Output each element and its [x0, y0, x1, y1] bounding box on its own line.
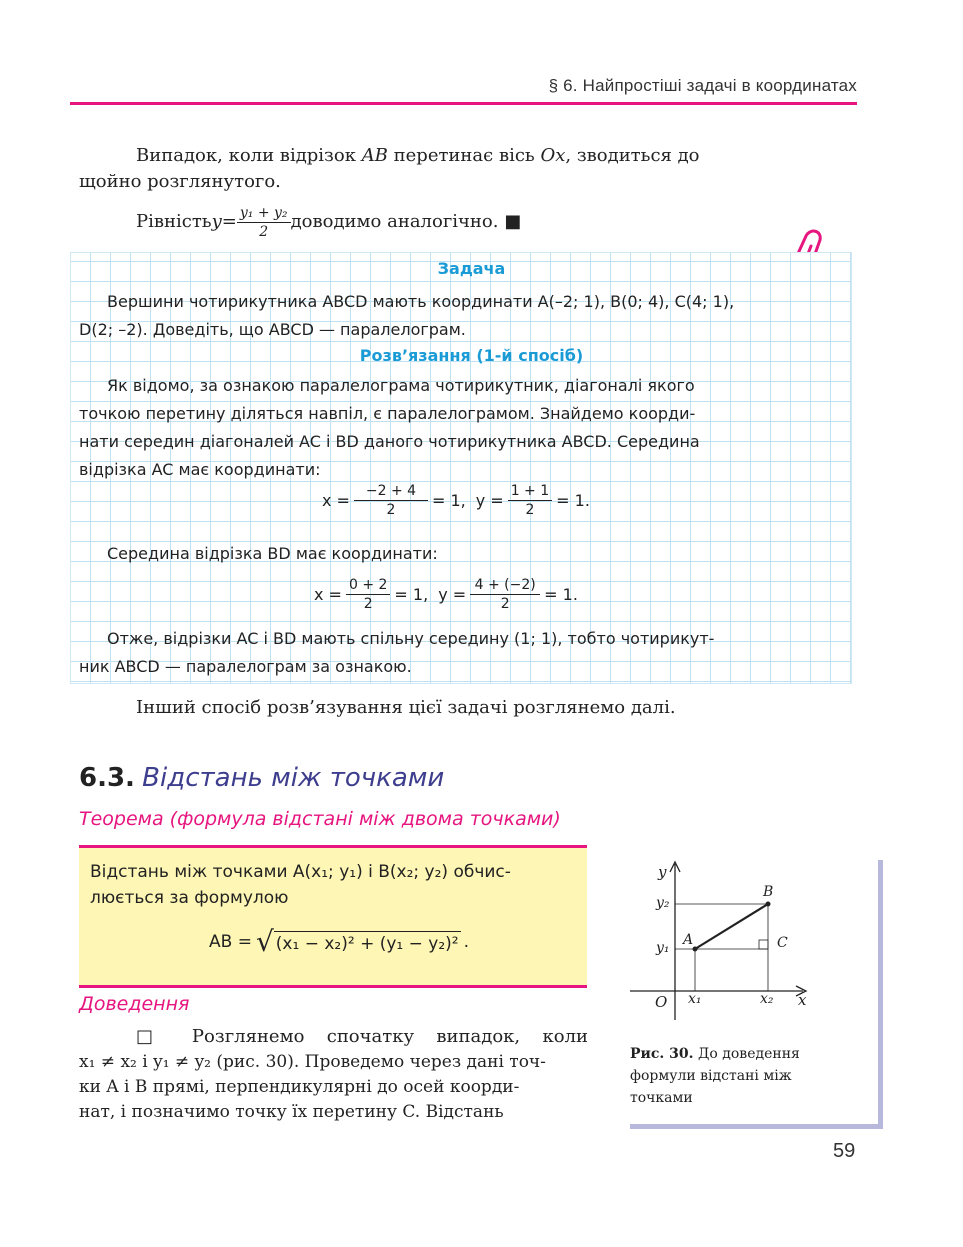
solution-title: Розв’язання (1-й спосіб) [359, 346, 584, 365]
proof-title: Доведення [79, 993, 190, 1015]
label-y1: y₁ [656, 940, 670, 956]
other-method-note: Інший спосіб розв’язування цієї задачі розглянемо далі. [136, 697, 676, 718]
point-a [693, 947, 698, 952]
intro-paragraph-1-cont: щойно розглянутого. [79, 171, 281, 192]
label-o: O [655, 993, 668, 1011]
label-a: A [683, 932, 694, 948]
fraction: $\frac{0 + 2}{2}$ [346, 576, 390, 613]
problem-line: Вершини чотирикутника ABCD мають координати A(–2; 1), B(0; 4), C(4; 1), [107, 292, 735, 311]
label-y: y [658, 863, 667, 881]
theorem-box [79, 845, 587, 988]
fraction: $\frac{\text{y₁ + y₂}}{2}$ [237, 204, 291, 241]
label-x1: x₁ [688, 991, 702, 1007]
solution-line: ник ABCD — паралелограм за ознакою. [79, 657, 412, 676]
solution-line: точкою перетину діляться навпіл, є паралелограмом. Знайдемо коорди- [79, 404, 696, 423]
label-x: x [798, 991, 807, 1009]
theorem-line: люється за формулою [90, 888, 289, 908]
label-c: C [777, 935, 788, 951]
label-x2: x₂ [760, 991, 774, 1007]
theorem-title: Теорема (формула відстані між двома точками) [79, 808, 561, 830]
figure-caption: Рис. 30. До доведення формули відстані між точками [630, 1046, 800, 1106]
fraction: $\frac{4 + (-2)}{2}$ [470, 576, 540, 613]
segment-ab [695, 904, 768, 949]
solution-line: Як відомо, за ознакою паралелограма чотирикутник, діагоналі якого [107, 376, 695, 395]
solution-line: Середина відрізка BD має координати: [107, 544, 438, 563]
label-b: B [763, 884, 774, 900]
point-b [766, 902, 771, 907]
formula-midpoint-ac: x = $\frac{-2 + 4}{2}$ = 1, y = $\frac{1 + 1}{2}$ = 1. [322, 483, 590, 518]
right-angle-icon [759, 940, 768, 949]
header-rule [70, 102, 857, 105]
figure-box [630, 860, 883, 1129]
proof-line: □ Розглянемо спочатку випадок, коли [136, 1026, 588, 1047]
solution-line: нати середин діагоналей AC і BD даного чотирикутника ABCD. Середина [79, 432, 700, 451]
problem-line: D(2; –2). Доведіть, що ABCD — паралелограм. [79, 320, 466, 339]
solution-line: відрізка AC має координати: [79, 460, 321, 479]
fraction: $\frac{1 + 1}{2}$ [508, 482, 552, 519]
solution-line: Отже, відрізки AC і BD мають спільну середину (1; 1), тобто чотирикут- [107, 629, 715, 648]
proof-line: нат, і позначимо точку їх перетину C. Відстань [79, 1102, 504, 1122]
intro-paragraph-2: Рівність y = $\frac{\text{y₁ + y₂}}{2}$ доводимо аналогічно. ■ [136, 204, 522, 240]
problem-title: Задача [437, 259, 506, 278]
fraction: $\frac{-2 + 4}{2}$ [354, 482, 428, 519]
label-y2: y₂ [656, 895, 670, 911]
theorem-line: Відстань між точками A(x₁; y₁) і B(x₂; y₂) обчис- [90, 862, 511, 882]
proof-line: x₁ ≠ x₂ і y₁ ≠ y₂ (рис. 30). Проведемо через дані точ- [79, 1052, 546, 1072]
formula-midpoint-bd: x = $\frac{0 + 2}{2}$ = 1, y = $\frac{4 + (-2)}{2}$ = 1. [314, 577, 578, 612]
intro-paragraph-1: Випадок, коли відрізок AB перетинає вісь Ox, зводиться до [136, 145, 700, 166]
running-header: § 6. Найпростіші задачі в координатах [548, 76, 857, 95]
distance-formula: AB = √ (x₁ − x₂)² + (y₁ − y₂)² . [209, 925, 470, 958]
section-title: Відстань між точками [142, 763, 445, 793]
sqrt-sign: √ [255, 925, 274, 958]
proof-line: ки A і B прямі, перпендикулярні до осей коорди- [79, 1077, 520, 1097]
section-heading [79, 762, 444, 793]
page-number: 59 [833, 1140, 856, 1162]
section-number: 6.3. [79, 763, 135, 793]
